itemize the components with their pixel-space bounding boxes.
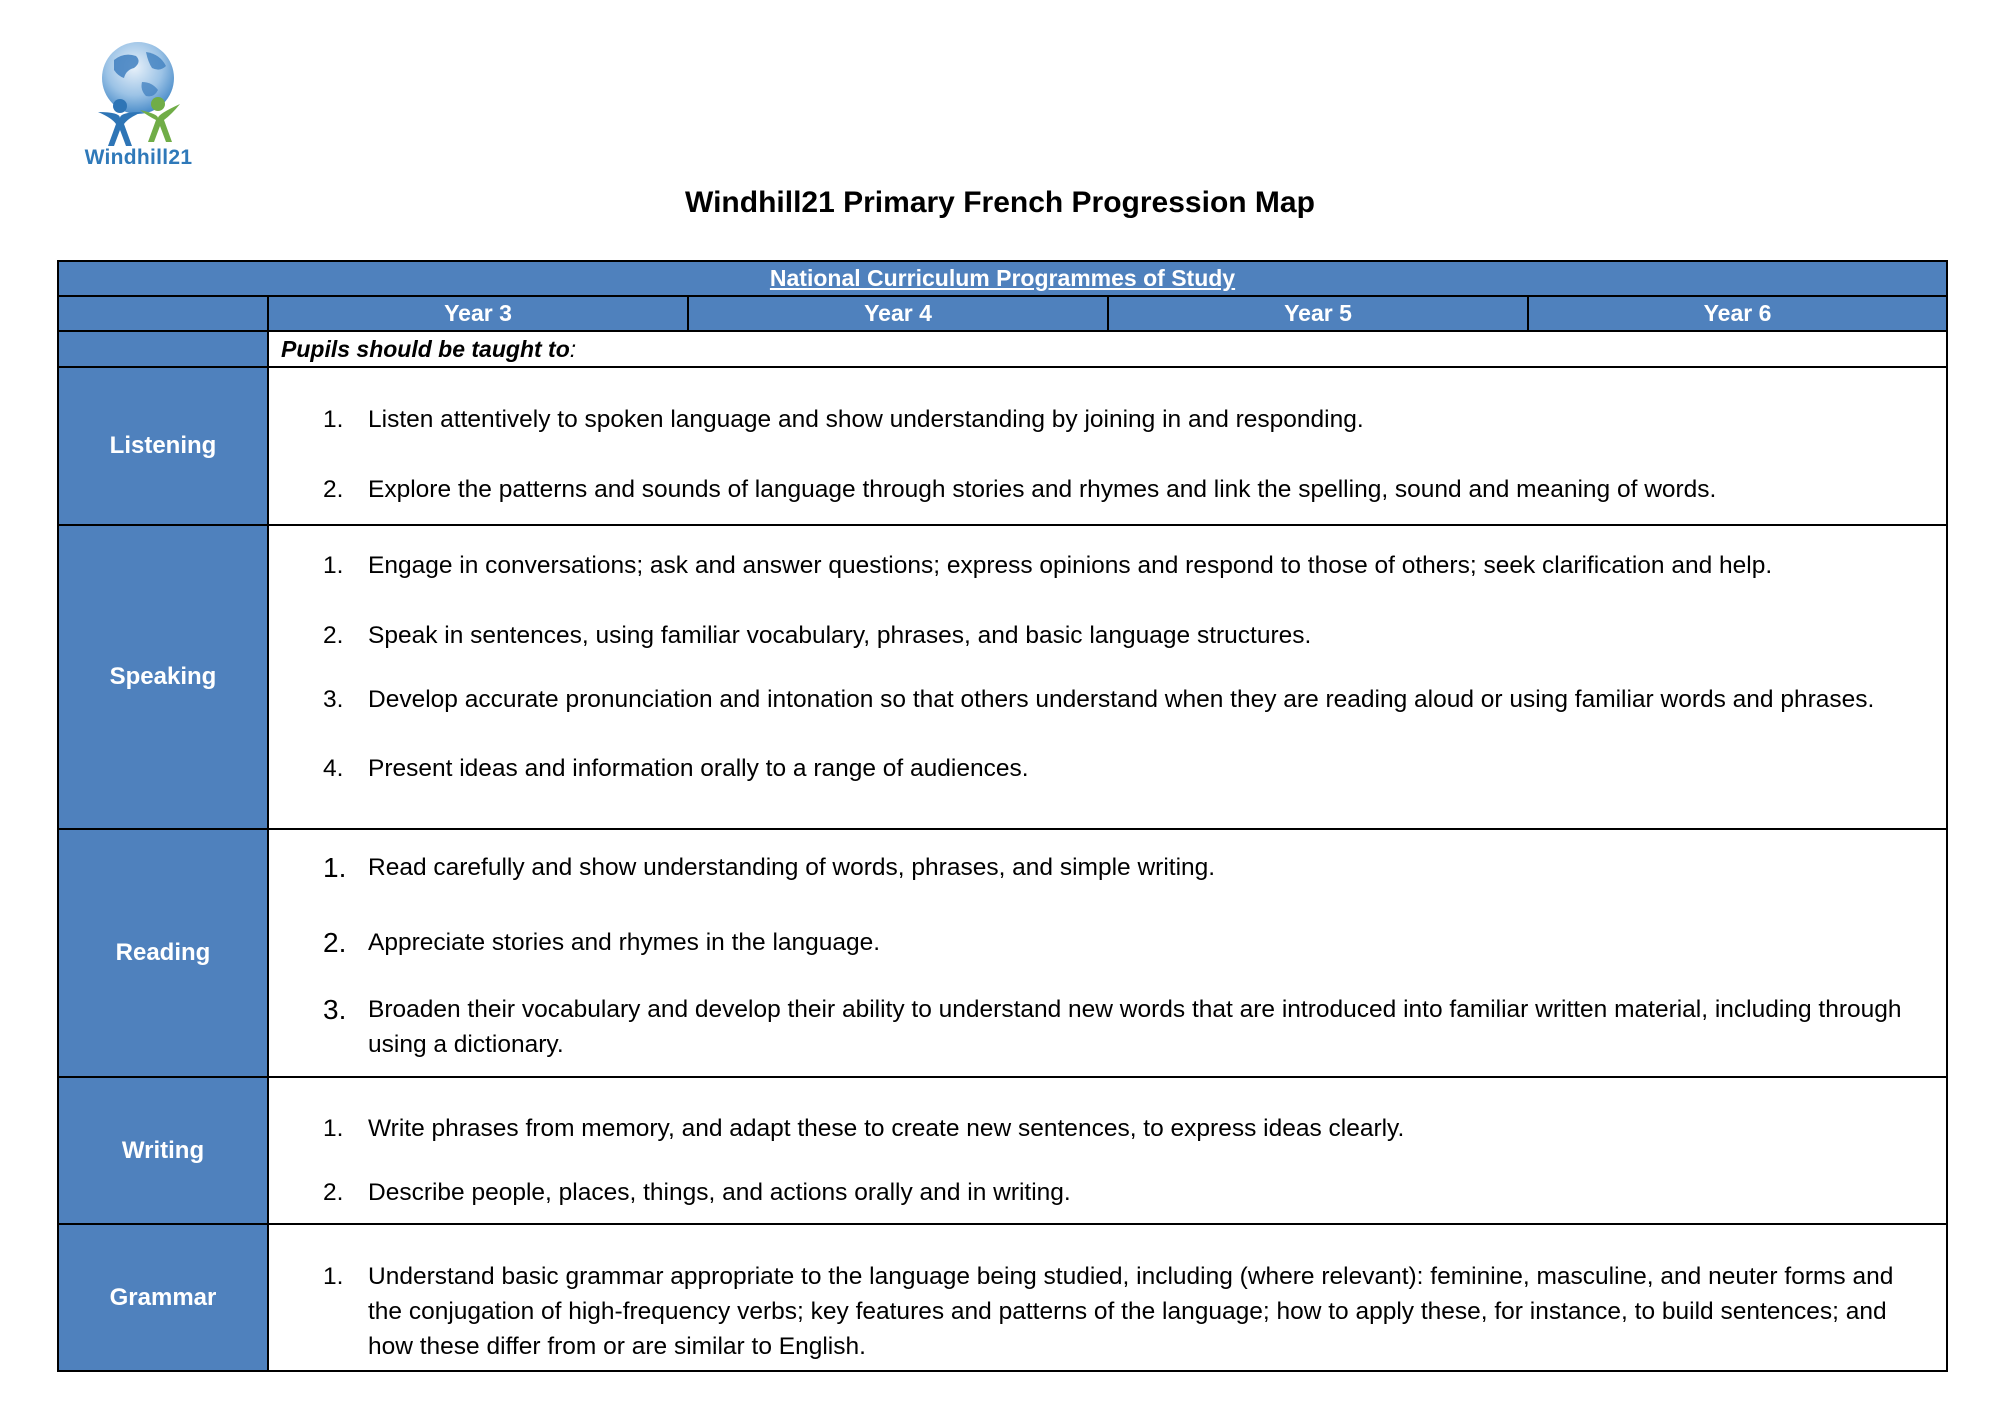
list-item: [269, 682, 1946, 717]
item-text: Broaden their vocabulary and develop their ability to understand new words that are introduced into familiar written material, including through using a dictionary.: [368, 996, 1902, 1058]
grammar-content: [268, 1224, 1947, 1371]
list-item: [269, 1259, 1946, 1364]
item-text: Write phrases from memory, and adapt these to create new sentences, to express ideas clearly.: [368, 1115, 1405, 1142]
list-item: [269, 1175, 1946, 1210]
year-header-5: Year 5: [1108, 296, 1528, 331]
page-title: Windhill21 Primary French Progression Map: [685, 186, 1315, 219]
list-item: [269, 925, 1946, 960]
item-number: 2.: [323, 622, 344, 649]
item-number: 2.: [323, 927, 347, 958]
table-header-label: National Curriculum Programmes of Study: [769, 265, 1236, 291]
globe-with-children-icon: [76, 38, 201, 148]
item-text: Understand basic grammar appropriate to the language being studied, including (where relevant): feminine, masculine, and neuter forms and the conjugation of high-frequency verbs; key features and patterns of the language; how to apply these, for instance, to build sentences; and how these differ from or are similar to English.: [368, 1263, 1894, 1360]
speaking-content: [268, 525, 1947, 829]
item-text: Describe people, places, things, and actions orally and in writing.: [368, 1179, 1071, 1206]
strand-grammar: Grammar: [58, 1224, 268, 1371]
strand-speaking: Speaking: [58, 525, 268, 829]
list-item: [269, 992, 1946, 1062]
item-number: 1.: [323, 406, 344, 433]
item-text: Explore the patterns and sounds of language through stories and rhymes and link the spelling, sound and meaning of words.: [368, 476, 1717, 503]
table-header: [58, 261, 1947, 296]
list-item: [269, 402, 1946, 437]
list-item: [269, 472, 1946, 507]
strand-listening: Listening: [58, 367, 268, 525]
item-text: Speak in sentences, using familiar vocabulary, phrases, and basic language structures.: [368, 622, 1312, 649]
year-header-3: Year 3: [268, 296, 688, 331]
strand-reading: Reading: [58, 829, 268, 1077]
item-text: Listen attentively to spoken language and show understanding by joining in and responding.: [368, 406, 1364, 433]
windhill21-logo: [76, 38, 201, 178]
item-number: 2.: [323, 1179, 344, 1206]
listening-content: [268, 367, 1947, 525]
list-item: [269, 1111, 1946, 1146]
pupils-label-cell: [268, 331, 1947, 367]
item-text: Develop accurate pronunciation and intonation so that others understand when they are reading aloud or using familiar words and phrases.: [368, 686, 1875, 713]
strand-writing: Writing: [58, 1077, 268, 1224]
logo-text: Windhill21: [84, 146, 193, 169]
grammar-list: [269, 1259, 1946, 1364]
speaking-list: [269, 548, 1946, 786]
year-header-6: Year 6: [1528, 296, 1947, 331]
list-item: [269, 751, 1946, 786]
pupils-label: Pupils should be taught to: [281, 335, 570, 362]
pupils-row-blank: [58, 331, 268, 367]
item-text: Present ideas and information orally to a range of audiences.: [368, 755, 1029, 782]
item-number: 1.: [323, 852, 347, 883]
item-number: 3.: [323, 994, 347, 1025]
list-item: [269, 850, 1946, 885]
year-header-blank: [58, 296, 268, 331]
progression-table: [57, 260, 1948, 1372]
item-number: 4.: [323, 755, 344, 782]
item-number: 1.: [323, 552, 344, 579]
writing-content: [268, 1077, 1947, 1224]
pupils-label-colon: :: [569, 335, 577, 362]
item-number: 2.: [323, 476, 344, 503]
item-text: Appreciate stories and rhymes in the language.: [368, 929, 881, 956]
item-text: Engage in conversations; ask and answer questions; express opinions and respond to those of others; seek clarification and help.: [368, 552, 1773, 579]
item-text: Read carefully and show understanding of words, phrases, and simple writing.: [368, 854, 1216, 881]
listening-list: [269, 402, 1946, 507]
reading-list: [269, 850, 1946, 1062]
item-number: 1.: [323, 1115, 344, 1142]
list-item: [269, 548, 1946, 583]
writing-list: [269, 1111, 1946, 1210]
item-number: 3.: [323, 686, 344, 713]
item-number: 1.: [323, 1263, 344, 1290]
reading-content: [268, 829, 1947, 1077]
list-item: [269, 618, 1946, 653]
year-header-4: Year 4: [688, 296, 1108, 331]
